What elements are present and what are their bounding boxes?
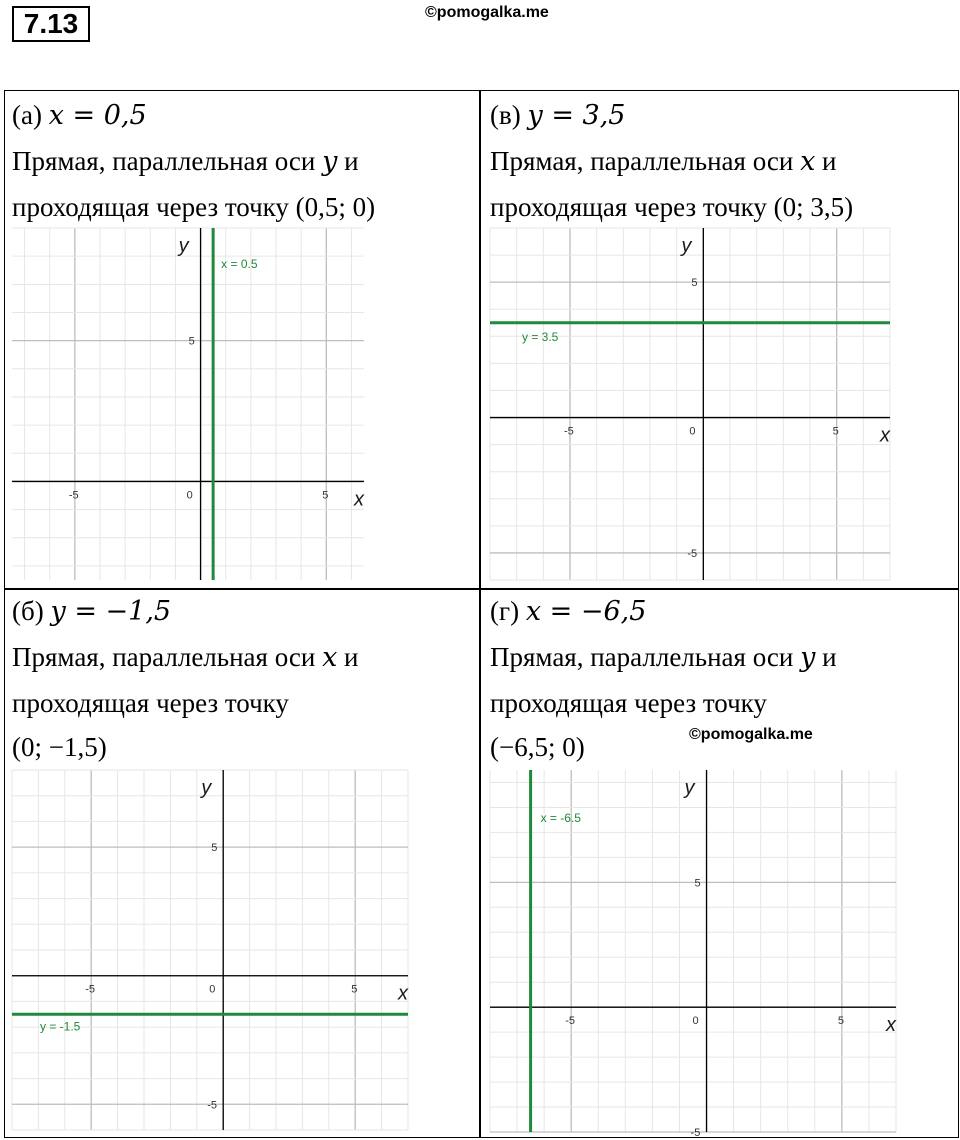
equation: x = −6,5 [525,596,647,627]
x-axis-name: x [398,982,408,1005]
graph-b [12,770,408,1130]
equation-a [12,92,147,139]
tick-label-y: 5 [694,877,701,890]
tick-label-x: -5 [564,425,574,438]
tick-label-x: 5 [832,425,839,438]
y-axis-name: y [681,235,692,257]
description-line-2: проходящая через точку (0,5; 0) [12,192,376,222]
graph-a [12,228,364,580]
watermark-middle: ©pomogalka.me [689,726,813,743]
equation: y = −1,5 [50,596,172,627]
equation: x = 0,5 [48,100,147,131]
label: (б) [12,596,51,626]
tick-label-x: -5 [85,983,95,996]
x-axis-name: x [880,424,890,447]
graph-line-label: y = 3.5 [522,329,559,344]
text: и [337,642,359,672]
graph-line-label: x = 0.5 [221,257,258,271]
equation-b [12,588,171,635]
description-line-1 [12,138,359,185]
text: и [815,642,837,672]
tick-label-y: -5 [690,1127,701,1139]
tick-label-origin: 0 [209,983,216,996]
y-axis-name: y [178,235,189,257]
description-line-3: (−6,5; 0) [490,732,585,762]
label: (а) [12,100,49,130]
text: Прямая, параллельная оси [12,146,323,176]
text: Прямая, параллельная оси [490,642,801,672]
axis-variable: y [800,642,816,673]
equation-v [490,92,625,139]
graph-g [490,770,896,1139]
equation: y = 3,5 [527,100,626,131]
description-line-2: проходящая через точку (0; 3,5) [490,192,854,222]
tick-label-x: 5 [837,1015,844,1028]
description-line-2: проходящая через точку [12,688,289,718]
text: Прямая, параллельная оси [12,642,323,672]
tick-label-y: 5 [188,335,195,348]
text: и [337,146,359,176]
tick-label-x: 5 [351,983,358,996]
tick-label-origin: 0 [186,489,193,502]
axis-variable: y [322,146,338,177]
y-axis-name: y [684,777,695,799]
tick-label-origin: 0 [689,425,696,438]
axis-variable: x [800,146,816,177]
tick-label-y: 5 [211,842,218,855]
description-line-1 [490,138,837,185]
table-divider-vertical [479,90,481,1138]
text: Прямая, параллельная оси [490,146,801,176]
graph-line-label: y = -1.5 [40,1019,81,1034]
tick-label-y: 5 [691,277,698,290]
label: (г) [490,596,526,626]
axis-variable: x [322,642,338,673]
description-line-2: проходящая через точку [490,688,767,718]
text: и [815,146,837,176]
graph-v [490,228,890,580]
tick-label-y: -5 [687,547,698,560]
description-line-3: (0; −1,5) [12,732,107,762]
graph-line-label: x = -6.5 [540,811,581,825]
tick-label-y: -5 [207,1099,217,1112]
tick-label-x: 5 [322,489,329,502]
tick-label-x: -5 [68,489,79,502]
problem-number: 7.13 [12,6,90,42]
description-line-1 [12,634,359,681]
tick-label-origin: 0 [692,1015,699,1028]
tick-label-x: -5 [565,1015,575,1028]
y-axis-name: y [201,777,212,799]
x-axis-name: x [886,1014,896,1037]
watermark-top: ©pomogalka.me [425,4,549,21]
equation-g [490,588,646,635]
x-axis-name: x [354,488,364,511]
label: (в) [490,100,528,130]
description-line-1 [490,634,837,681]
